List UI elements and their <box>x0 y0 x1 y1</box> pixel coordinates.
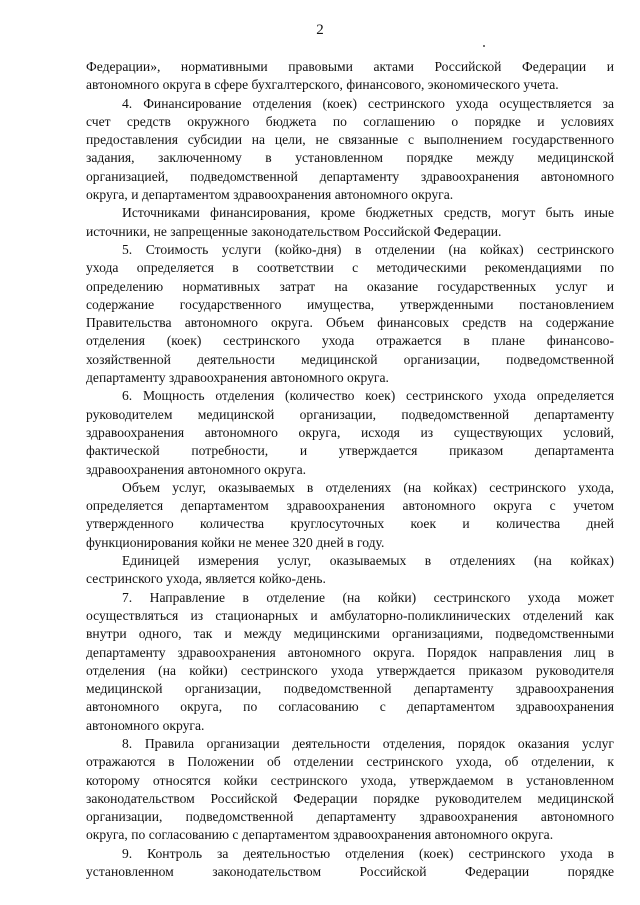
text-line: 4. Финансирование отделения (коек) сестринского ухода осуществляется за <box>122 95 614 111</box>
text-line: 6. Мощность отделения (количество коек) сестринского ухода определяется <box>122 388 614 404</box>
text-line: отражаются в Положении об отделении сестринского ухода, об отделении, к <box>86 754 614 770</box>
text-line: осуществляться из стационарных и амбулаторно-поликлинических отделений как <box>86 607 614 623</box>
text-line: функционирования койки не менее 320 дней в году. <box>86 534 385 550</box>
text-line: отделения (на койки) сестринского ухода утверждается приказом руководителя <box>86 662 614 678</box>
text-line: ухода определяется в соответствии с методическими рекомендациями по <box>86 260 614 276</box>
text-line: предоставления субсидии на цели, не связанные с выполнением государственного <box>86 132 614 148</box>
page-number: 2 <box>316 22 324 38</box>
text-line: определению нормативных затрат на оказание государственных услуг и <box>86 278 614 294</box>
text-line: здравоохранения автономного округа, исходя из существующих условий, <box>86 424 614 440</box>
text-line: округа, и департаментом здравоохранения автономного округа. <box>86 187 454 203</box>
text-line: счет средств окружного бюджета по соглашению о порядке и условиях <box>86 113 614 129</box>
text-line: Источниками финансирования, кроме бюджетных средств, могут быть иные <box>122 205 614 221</box>
text-line: медицинской организации, подведомственной департаменту здравоохранения <box>86 681 614 697</box>
text-line: 5. Стоимость услуги (койко-дня) в отделении (на койках) сестринского <box>122 241 614 257</box>
text-line: законодательством Российской Федерации порядке руководителем медицинской <box>86 790 614 806</box>
text-line: содержание государственного имущества, утвержденными постановлением <box>86 296 614 312</box>
text-line: утвержденного количества круглосуточных коек и количества дней <box>86 516 614 532</box>
text-line: которому относятся койки сестринского ухода, утверждаемом в установленном <box>86 772 614 788</box>
text-line: автономного округа в сфере бухгалтерского, финансового, экономического учета. <box>86 77 559 93</box>
text-line: Правительства автономного округа. Объем финансовых средств на содержание <box>86 315 614 331</box>
text-line: фактической потребности, и утверждается приказом департамента <box>86 443 614 459</box>
body-text <box>86 58 614 881</box>
text-line: департаменту здравоохранения автономного округа. Порядок направления лиц в <box>86 644 614 660</box>
text-line: департаменту здравоохранения автономного округа. <box>86 370 389 386</box>
text-line: установленном законодательством Российской Федерации порядке <box>86 864 614 880</box>
text-line: округа, по согласованию с департаментом здравоохранения автономного округа. <box>86 827 554 843</box>
text-line: руководителем медицинской организации, подведомственной департаменту <box>86 406 614 422</box>
text-line: Объем услуг, оказываемых в отделениях (на койках) сестринского ухода, <box>122 479 614 495</box>
text-line: задания, заключенному в установленном порядке между медицинской <box>86 150 614 166</box>
text-line: внутри одного, так и между медицинскими организациями, подведомственными <box>86 626 614 642</box>
text-line: 8. Правила организации деятельности отделения, порядок оказания услуг <box>122 735 614 751</box>
text-line: автономного округа, по согласованию с департаментом здравоохранения <box>86 699 614 715</box>
text-line: 9. Контроль за деятельностью отделения (коек) сестринского ухода в <box>122 845 614 861</box>
text-line: организацией, подведомственной департаменту здравоохранения автономного <box>86 168 614 184</box>
text-line: источники, не запрещенные законодательством Российской Федерации. <box>86 223 502 239</box>
text-line: организации, подведомственной департаменту здравоохранения автономного <box>86 809 614 825</box>
text-line: хозяйственной деятельности медицинской организации, подведомственной <box>86 351 614 367</box>
text-line: здравоохранения автономного округа. <box>86 461 307 477</box>
text-line: 7. Направление в отделение (на койки) сестринского ухода может <box>122 589 614 605</box>
text-line: Федерации», нормативными правовыми актами Российской Федерации и <box>86 59 614 74</box>
text-line: сестринского ухода, является койко-день. <box>86 571 326 587</box>
scan-speck <box>483 45 485 47</box>
text-line: определяется департаментом здравоохранения автономного округа с учетом <box>86 498 614 514</box>
text-line: автономного округа. <box>86 717 205 733</box>
text-line: Единицей измерения услуг, оказываемых в отделениях (на койках) <box>122 553 614 569</box>
text-line: отделения (коек) сестринского ухода отражается в плане финансово- <box>86 333 614 349</box>
